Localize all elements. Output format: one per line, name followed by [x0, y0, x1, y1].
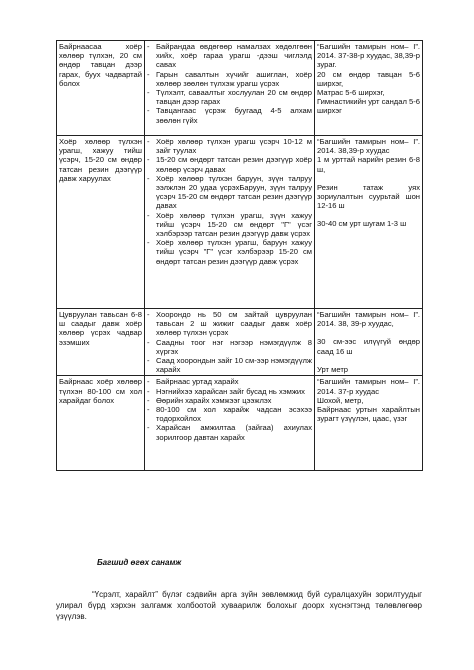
resource-item: 30 см-ээс илүүгүй өндөр саад 16 ш [317, 337, 420, 356]
resource-item: “Багшийн тамирын ном– I”. 2014. 37-38-р хуудас, 38,39-р зураг. [317, 42, 420, 70]
activities-cell [145, 136, 315, 309]
resources-cell [315, 136, 423, 309]
resources-cell [315, 41, 423, 136]
activity-item: - Гарын савалтын хүчийг ашиглан, хоёр хөлөөр зөөлөн түлхэж урагш үсрэх [147, 70, 312, 88]
objective-cell: Байрнаасаа хоёр хөлөөр түлхэн, 20 см өндөр тавцан дээр гарах, буух чадвартай болох [57, 41, 145, 136]
activity-item: - Нэгнийхээ харайсан зайг бусад нь хэмжих [147, 387, 312, 396]
resource-item: 1 м урттай нарийн резин 6-8 ш, [317, 155, 420, 174]
resource-item: “Багшийн тамирын ном– I”. 2014. 38, 39-р хуудас, [317, 310, 420, 329]
activity-item: - Хоёр хөлөөр түлхэн урагш, зүүн хажуу тийш үсэрч 15-20 см өндөрт "Г" үсэг хэлбэрээр татсан резин дээгүүр давж үсрэх [147, 211, 312, 239]
activity-item: - 15-20 см өндөрт татсан резин дээгүүр хоёр хөлөөр үсэрч давах [147, 155, 312, 173]
activity-item: - Хоёр хөлөөр түлхэн баруун, зүүн талруу ээлжлэн 20 удаа үсрэхБаруун, зүүн талруу үсэрч 15-20 см өндөрт татсан резин дээгүүр давах [147, 174, 312, 211]
activities-cell [145, 376, 315, 471]
resource-item: Гимнастикийн урт сандал 5-6 ширхэг [317, 97, 420, 116]
resource-item: Матрас 5-6 ширхэг, [317, 88, 385, 98]
activity-item: - Саадны тоог нэг нэгээр нэмэгдүүлж 8 хүргэх [147, 338, 312, 356]
resources-cell [315, 309, 423, 376]
activity-item: - Хоёр хөлөөр түлхэн урагш үсэрч 10-12 м зайг туулах [147, 137, 312, 155]
resource-item: Резин татаж уях зориулалтын суурьтай шон 12-16 ш [317, 182, 420, 211]
activity-item: - Тавцангаас үсрэж буугаад 4-5 алхам зөөлөн гүйх [147, 106, 312, 124]
activity-item: - 80-100 см хол харайж чадсан эсэхээ тодорхойлох [147, 405, 312, 423]
body-paragraph: “Үсрэлт, харайлт” бүлэг сэдвийн арга зүйн зөвлөмжид буй суралцахуйн зорилтуудыг улирал бүрд хэрхэн залгамж холбоотой хуваарилж болохыг доорх хүснэгтэнд төлөвлөгөөр үзүүлэв. [56, 590, 422, 621]
activity-item: - Өөрийн харайх хэмжээг цээжлэх [147, 396, 312, 405]
activity-item: - Байрнаас уртад харайх [147, 377, 312, 386]
activity-item: - Хоорондо нь 50 см зайтай цувруулан тавьсан 2 ш жижиг саадыг давж хоёр хөлөөр түлхэн үсрэх [147, 310, 312, 338]
section-heading: Багшид өгөх санамж [97, 558, 182, 567]
resource-item: Байрнаас уртын харайлтын зурагт үзүүлэн, цаас, үзэг [317, 405, 420, 424]
activities-cell [145, 41, 315, 136]
objective-cell: Цувруулан тавьсан 6-8 ш саадыг давж хоёр хөлөөр үсрэх чадвар эзэмших [57, 309, 145, 376]
resource-item: Шохой, метр, [317, 395, 364, 405]
activity-item: - Харайсан амжилтаа (зайгаа) ахиулах зорилгоор давтан харайх [147, 423, 312, 441]
table-row [57, 376, 423, 471]
activity-item: - Түлхэлт, саваалтыг хослуулан 20 см өндөр тавцан дээр гарах [147, 88, 312, 106]
table-row [57, 136, 423, 309]
resource-item: “Багшийн тамирын ном– I”. 2014. 37-р хуудас [317, 377, 420, 396]
activity-item: - Саад хоорондын зайг 10 см-ээр нэмэгдүүлж харайх [147, 356, 312, 374]
objective-cell: Хоёр хөлөөр түлхэн урагш, хажуу тийш үсэрч, 15-20 см өндөр татсан резин дээгүүр давж харуулах [57, 136, 145, 309]
resource-item: “Багшийн тамирын ном– I”. 2014. 38,39-р хуудас [317, 137, 420, 156]
table-row [57, 41, 423, 136]
activities-cell [145, 309, 315, 376]
resource-item: Урт метр [317, 364, 349, 374]
lesson-plan-table [56, 40, 423, 471]
resources-cell [315, 376, 423, 471]
activity-item: - Хоёр хөлөөр түлхэн урагш, баруун хажуу тийш үсэрч "Г" үсэг хэлбэрээр 15-20 см өндөрт татсан резин дээгүүр давж үсрэх [147, 238, 312, 266]
resource-item: 20 см өндөр тавцан 5-6 ширхэг, [317, 69, 420, 88]
activity-item: - Байрандаа өвдөгөөр намалзах хөдөлгөөн хийх, хоёр гараа урагш -дээш чиглэлд савах [147, 42, 312, 70]
objective-cell: Байрнаас хоёр хөлөөр түлхэн 80-100 см хол харайдаг болох [57, 376, 145, 471]
table-row [57, 309, 423, 376]
resource-item: 30-40 см урт шугам 1-3 ш [317, 219, 407, 229]
